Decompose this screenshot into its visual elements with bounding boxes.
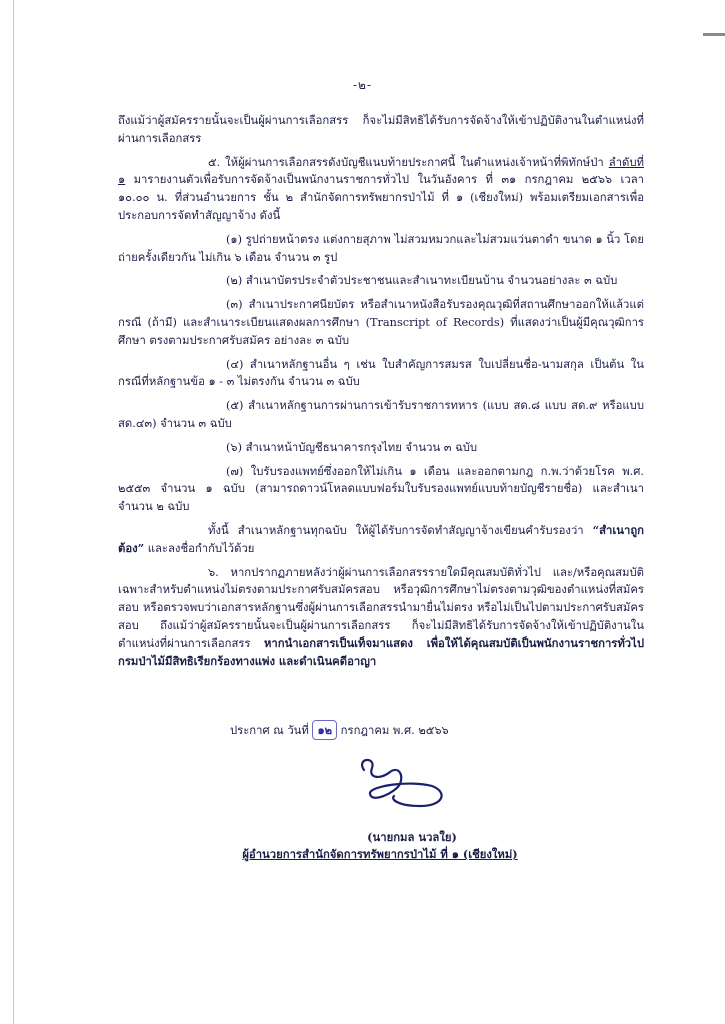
document-item-2: (๒) สำเนาบัตรประจำตัวประชาชนและสำเนาทะเบียนบ้าน จำนวนอย่างละ ๓ ฉบับ <box>226 274 618 288</box>
announcement-date <box>230 720 550 740</box>
signer-name: (นายกมล นวลใย) <box>367 830 457 844</box>
paragraph-6-text: ๖. หากปรากฏภายหลังว่าผู้ผ่านการเลือกสรรรายใดมีคุณสมบัติทั่วไป และ/หรือคุณสมบัติเฉพาะสำหรับตำแหน่งไม่ตรงตามประกาศรับสมัครสอบ หรือวุฒิการศึกษาไม่ตรงตามวุฒิของตำแหน่งที่สมัครสอบ หรือตรวจพบว่าเอกสารหลักฐานซึ่งผู้ผ่านการเลือกสรรนำมายื่นไม่ตรง หรือไม่เป็นไปตามประกาศรับสมัครสอบ ถึงแม้ว่าผู้สมัครรายนั้นจะเป็นผู้ผ่านการเลือกสรร ก็จะไม่มีสิทธิได้รับการจัดจ้างให้เข้าปฏิบัติงานในตำแหน่งที่ผ่านการเลือกสรร <box>118 565 644 650</box>
document-item-6: (๖) สำเนาหน้าบัญชีธนาคารกรุงไทย จำนวน ๓ ฉบับ <box>226 440 478 454</box>
certification-note-end: และลงชื่อกำกับไว้ด้วย <box>144 541 255 555</box>
page-edge-line <box>13 0 14 1024</box>
certification-note-start: ทั้งนี้ สำเนาหลักฐานทุกฉบับ ให้ผู้ได้รับการจัดทำสัญญาจ้างเขียนคำรับรองว่า <box>208 523 593 537</box>
document-item-5: (๕) สำเนาหลักฐานการผ่านการเข้ารับราชการทหาร (แบบ สด.๘ แบบ สด.๙ หรือแบบ สด.๔๓) จำนวน ๓ ฉบับ <box>118 399 644 430</box>
document-item-7: (๗) ใบรับรองแพทย์ซึ่งออกให้ไม่เกิน ๑ เดือน และออกตามกฎ ก.พ.ว่าด้วยโรค พ.ศ. ๒๕๕๓ จำนวน ๑ ฉบับ (สามารถดาวน์โหลดแบบฟอร์มใบรับรองแพทย์แบบท้ายบัญชีรายชื่อ) และสำเนา จำนวน ๒ ฉบับ <box>118 464 644 514</box>
date-day: ๑๒ <box>312 720 337 740</box>
paragraph-5-order: ลำดับที่ ๑ <box>118 155 644 187</box>
date-prefix: ประกาศ ณ วันที่ <box>230 724 309 737</box>
corner-mark <box>703 33 725 36</box>
document-item-1: (๑) รูปถ่ายหน้าตรง แต่งกายสุภาพ ไม่สวมหมวกและไม่สวมแว่นตาดำ ขนาด ๑ นิ้ว โดยถ่ายครั้งเดียวกัน ไม่เกิน ๖ เดือน จำนวน ๓ รูป <box>118 232 644 264</box>
paragraph-6-warning: หากนำเอกสารเป็นเท็จมาแสดง เพื่อให้ได้คุณสมบัติเป็นพนักงานราชการทั่วไป กรมป่าไม้มีสิทธิเรียกร้องทางแพ่ง และดำเนินคดีอาญา <box>118 635 645 668</box>
signer-title: ผู้อำนวยการสำนักจัดการทรัพยากรป่าไม้ ที่ ๑ (เชียงใหม่) <box>242 847 518 861</box>
document-item-4: (๔) สำเนาหลักฐานอื่น ๆ เช่น ใบสำคัญการสมรส ใบเปลี่ยนชื่อ-นามสกุล เป็นต้น ในกรณีที่หลักฐานข้อ ๑ - ๓ ไม่ตรงกัน จำนวน ๓ ฉบับ <box>118 357 644 389</box>
paragraph-5-end: มารายงานตัวเพื่อรับการจัดจ้างเป็นพนักงานราชการทั่วไป ในวันอังคาร ที่ ๓๑ กรกฎาคม ๒๕๖๖ เวลา ๑๐.๐๐ น. ที่ส่วนอำนวยการ ชั้น ๒ สำนักจัดการทรัพยากรป่าไม้ ที่ ๑ (เชียงใหม่) พร้อมเตรียมเอกสารเพื่อประกอบการจัดทำสัญญาจ้าง ดังนี้ <box>118 173 644 222</box>
page-number: -๒- <box>352 78 373 92</box>
date-suffix: กรกฎาคม พ.ศ. ๒๕๖๖ <box>340 724 449 737</box>
paragraph-5 <box>118 154 644 225</box>
certification-phrase: “สำเนาถูกต้อง” <box>118 522 644 555</box>
paragraph-5-start: ๕. ให้ผู้ผ่านการเลือกสรรดังบัญชีแนบท้ายประกาศนี้ ในตำแหน่งเจ้าหน้าที่พิทักษ์ป่า <box>208 155 609 169</box>
document-item-3: (๓) สำเนาประกาศนียบัตร หรือสำเนาหนังสือรับรองคุณวุฒิที่สถานศึกษาออกให้แล้วแต่กรณี (ถ้ามี) และสำเนาระเบียนแสดงผลการศึกษา (Transcript of Records) ที่แสดงว่าเป็นผู้มีคุณวุฒิการศึกษา ตรงตามประกาศรับสมัคร อย่างละ ๓ ฉบับ <box>118 298 644 347</box>
certification-note <box>118 522 644 558</box>
handwritten-signature <box>350 756 450 812</box>
document-body <box>118 112 644 670</box>
paragraph-6 <box>118 564 644 671</box>
paragraph-continuation: ถึงแม้ว่าผู้สมัครรายนั้นจะเป็นผู้ผ่านการเลือกสรร ก็จะไม่มีสิทธิได้รับการจัดจ้างให้เข้าปฏิบัติงานในตำแหน่งที่ผ่านการเลือกสรร <box>118 114 644 145</box>
